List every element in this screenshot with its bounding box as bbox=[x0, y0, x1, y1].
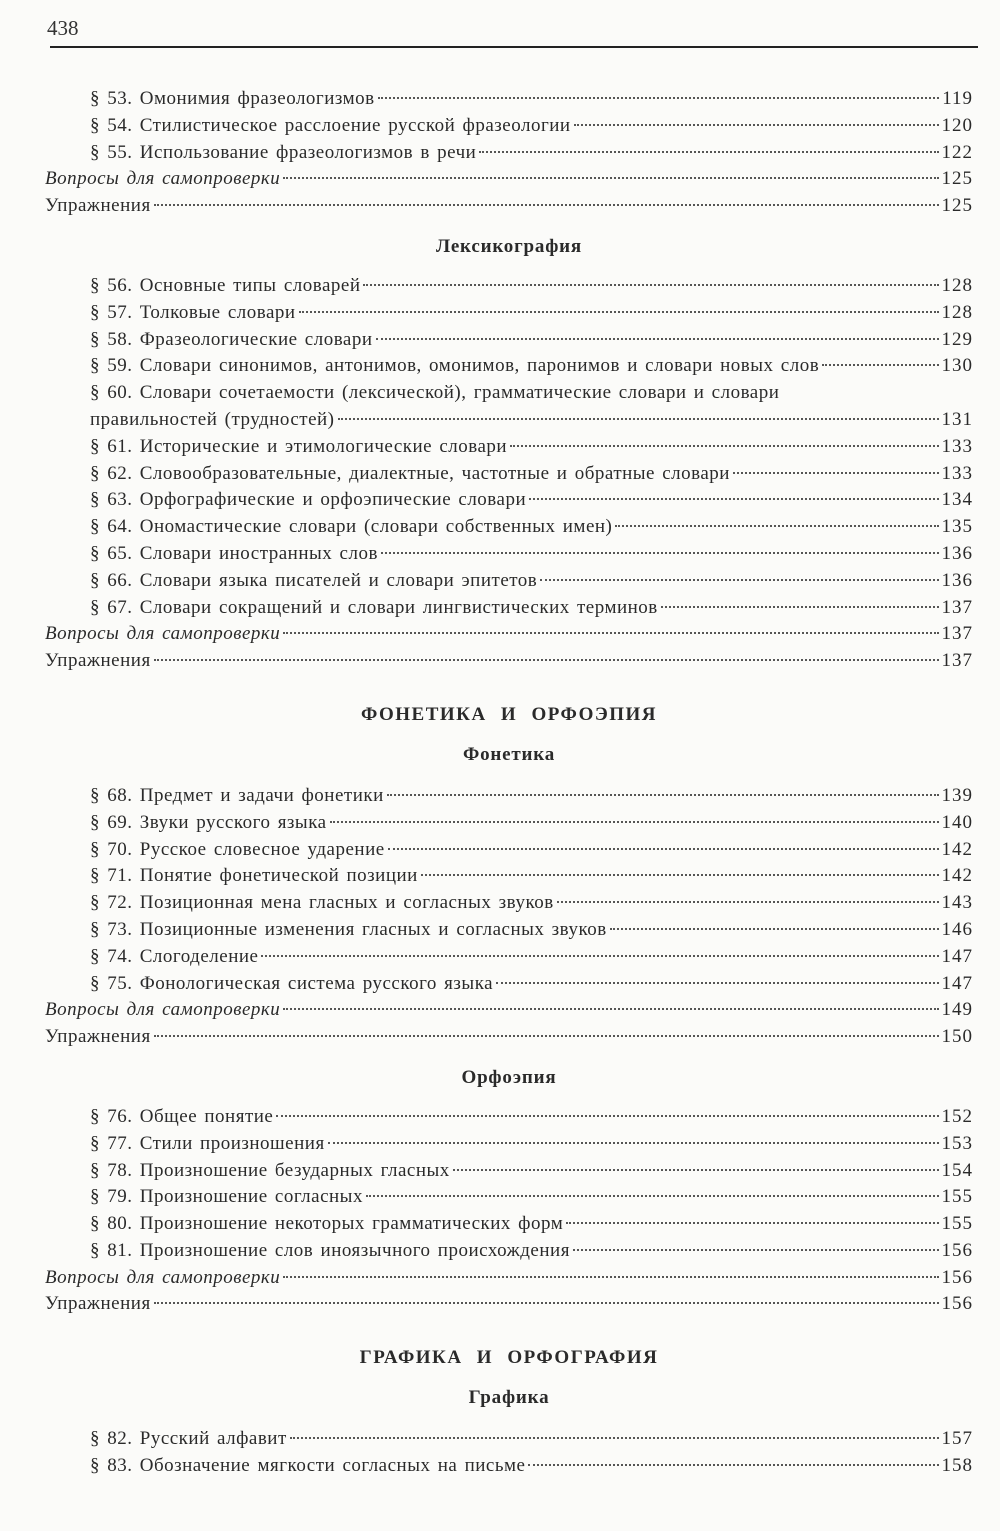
entry-title: Предмет и задачи фонетики bbox=[139, 784, 384, 806]
entry-title: Стили произношения bbox=[139, 1132, 325, 1154]
entry-title: Фонологическая система русского языка bbox=[139, 972, 494, 994]
entry-number: § 58. bbox=[90, 328, 133, 350]
entry-page-number: 147 bbox=[941, 945, 973, 967]
toc-entry[interactable] bbox=[45, 621, 973, 648]
entry-page-number: 125 bbox=[941, 168, 973, 190]
entry-title: Ономастические словари (словари собственных имен) bbox=[139, 516, 613, 538]
entry-title: Исторические и этимологические словари bbox=[139, 435, 508, 457]
toc-entry[interactable] bbox=[45, 971, 973, 998]
entry-number: § 79. bbox=[90, 1186, 133, 1208]
dot-leader bbox=[574, 124, 939, 126]
dot-leader bbox=[261, 955, 938, 957]
toc-entry[interactable] bbox=[45, 166, 973, 193]
entry-page-number: 128 bbox=[941, 301, 973, 323]
dot-leader bbox=[573, 1249, 939, 1251]
toc-entry[interactable] bbox=[45, 327, 973, 354]
entry-number: § 65. bbox=[90, 542, 133, 564]
entry-page-number: 135 bbox=[941, 516, 973, 538]
entry-page-number: 134 bbox=[941, 489, 973, 511]
entry-page-number: 133 bbox=[941, 462, 973, 484]
dot-leader bbox=[610, 928, 939, 930]
toc-entry[interactable] bbox=[45, 1158, 973, 1185]
dot-leader bbox=[378, 97, 940, 99]
toc-entry[interactable] bbox=[45, 595, 973, 622]
entry-page-number: 137 bbox=[941, 596, 973, 618]
entry-number: § 66. bbox=[90, 569, 133, 591]
toc-entry[interactable] bbox=[45, 487, 973, 514]
entry-page-number: 120 bbox=[941, 114, 973, 136]
entry-number: § 76. bbox=[90, 1105, 133, 1127]
entry-title: Упражнения bbox=[45, 650, 151, 672]
dot-leader bbox=[276, 1115, 938, 1117]
dot-leader bbox=[661, 606, 939, 608]
entry-number: § 82. bbox=[90, 1428, 133, 1450]
entry-page-number: 139 bbox=[941, 784, 973, 806]
dot-leader bbox=[529, 498, 938, 500]
entry-number: § 70. bbox=[90, 838, 133, 860]
entry-number: § 68. bbox=[90, 784, 133, 806]
entry-number: § 75. bbox=[90, 972, 133, 994]
entry-number: § 78. bbox=[90, 1159, 133, 1181]
entry-number: § 69. bbox=[90, 811, 133, 833]
toc-entry[interactable] bbox=[45, 113, 973, 140]
dot-leader bbox=[366, 1195, 939, 1197]
entry-title: Русский алфавит bbox=[139, 1428, 287, 1450]
toc-entry[interactable] bbox=[45, 810, 973, 837]
toc-entry[interactable] bbox=[45, 1131, 973, 1158]
entry-title: Слогоделение bbox=[139, 945, 259, 967]
toc-entry[interactable] bbox=[45, 380, 973, 407]
entry-title: Вопросы для самопроверки bbox=[45, 623, 281, 645]
entry-title: Русское словесное ударение bbox=[139, 838, 385, 860]
entry-number: § 77. bbox=[90, 1132, 133, 1154]
toc-entry[interactable] bbox=[45, 1024, 973, 1051]
section-heading: Графика bbox=[468, 1387, 550, 1409]
entry-title: Произношение безударных гласных bbox=[139, 1159, 450, 1181]
entry-number: § 57. bbox=[90, 301, 133, 323]
section-heading: Лексикография bbox=[436, 235, 582, 257]
entry-title: Толковые словари bbox=[139, 301, 296, 323]
dot-leader bbox=[154, 204, 939, 206]
entry-page-number: 129 bbox=[941, 328, 973, 350]
entry-title: Словари языка писателей и словари эпитетов bbox=[139, 569, 538, 591]
table-of-contents bbox=[45, 86, 973, 1480]
toc-entry[interactable] bbox=[45, 541, 973, 568]
entry-title: Упражнения bbox=[45, 1293, 151, 1315]
toc-entry[interactable] bbox=[45, 193, 973, 220]
entry-title: Использование фразеологизмов в речи bbox=[139, 141, 477, 163]
entry-number: § 64. bbox=[90, 516, 133, 538]
entry-title: Вопросы для самопроверки bbox=[45, 168, 281, 190]
toc-entry[interactable] bbox=[45, 434, 973, 461]
entry-page-number: 154 bbox=[941, 1159, 973, 1181]
entry-title: Упражнения bbox=[45, 195, 151, 217]
entry-title: Словари сокращений и словари лингвистических терминов bbox=[139, 596, 658, 618]
entry-page-number: 155 bbox=[941, 1213, 973, 1235]
dot-leader bbox=[283, 1276, 938, 1278]
entry-page-number: 122 bbox=[941, 141, 973, 163]
entry-number: § 81. bbox=[90, 1239, 133, 1261]
dot-leader bbox=[388, 848, 939, 850]
entry-title: Произношение некоторых грамматических форм bbox=[139, 1213, 564, 1235]
entry-page-number: 119 bbox=[942, 88, 973, 109]
toc-entry[interactable] bbox=[45, 353, 973, 380]
entry-title: Словари сочетаемости (лексической), грамматические словари и словари bbox=[139, 382, 780, 404]
dot-leader bbox=[283, 177, 938, 179]
entry-page-number: 143 bbox=[941, 892, 973, 914]
toc-entry[interactable] bbox=[45, 1104, 973, 1131]
entry-number: § 53. bbox=[90, 88, 133, 109]
entry-page-number: 137 bbox=[941, 623, 973, 645]
entry-page-number: 152 bbox=[941, 1105, 973, 1127]
header-rule bbox=[50, 46, 978, 48]
entry-number: § 67. bbox=[90, 596, 133, 618]
toc-entry[interactable] bbox=[45, 514, 973, 541]
dot-leader bbox=[328, 1142, 939, 1144]
entry-title-continuation: правильностей (трудностей) bbox=[90, 408, 335, 430]
entry-page-number: 156 bbox=[941, 1239, 973, 1261]
page-number: 438 bbox=[47, 16, 79, 40]
entry-page-number: 131 bbox=[941, 408, 973, 430]
dot-leader bbox=[822, 364, 938, 366]
section-heading: Фонетика bbox=[462, 743, 556, 765]
toc-entry[interactable] bbox=[45, 1291, 973, 1318]
dot-leader bbox=[363, 284, 938, 286]
entry-page-number: 128 bbox=[941, 274, 973, 296]
entry-title: Словари синонимов, антонимов, омонимов, паронимов и словари новых слов bbox=[139, 355, 820, 377]
part-heading: ГРАФИКА И ОРФОГРАФИЯ bbox=[359, 1347, 659, 1369]
entry-title: Основные типы словарей bbox=[139, 274, 361, 296]
dot-leader bbox=[299, 311, 939, 313]
dot-leader bbox=[154, 1302, 939, 1304]
dot-leader bbox=[338, 418, 939, 420]
entry-title: Орфографические и орфоэпические словари bbox=[139, 489, 527, 511]
toc-entry[interactable] bbox=[45, 1238, 973, 1265]
toc-entry-continuation[interactable] bbox=[45, 407, 973, 434]
entry-title: Обозначение мягкости согласных на письме bbox=[139, 1455, 526, 1477]
toc-entry[interactable] bbox=[45, 890, 973, 917]
entry-title: Позиционная мена гласных и согласных звуков bbox=[139, 892, 554, 914]
entry-title: Понятие фонетической позиции bbox=[139, 865, 418, 887]
dot-leader bbox=[510, 445, 938, 447]
entry-number: § 60. bbox=[90, 382, 133, 404]
toc-entry[interactable] bbox=[45, 837, 973, 864]
entry-page-number: 147 bbox=[941, 972, 973, 994]
entry-title: Общее понятие bbox=[139, 1105, 274, 1127]
toc-entry[interactable] bbox=[45, 140, 973, 167]
entry-title: Словообразовательные, диалектные, частотные и обратные словари bbox=[139, 462, 730, 484]
entry-page-number: 130 bbox=[941, 355, 973, 377]
part-heading: ФОНЕТИКА И ОРФОЭПИЯ bbox=[360, 703, 658, 725]
dot-leader bbox=[381, 552, 939, 554]
dot-leader bbox=[496, 982, 938, 984]
toc-entry[interactable] bbox=[45, 300, 973, 327]
dot-leader bbox=[387, 794, 939, 796]
entry-page-number: 150 bbox=[941, 1026, 973, 1048]
entry-page-number: 155 bbox=[941, 1186, 973, 1208]
entry-title: Вопросы для самопроверки bbox=[45, 999, 281, 1021]
toc-entry[interactable] bbox=[45, 1184, 973, 1211]
entry-number: § 56. bbox=[90, 274, 133, 296]
entry-page-number: 133 bbox=[941, 435, 973, 457]
entry-number: § 55. bbox=[90, 141, 133, 163]
dot-leader bbox=[376, 338, 939, 340]
dot-leader bbox=[566, 1222, 938, 1224]
entry-title: Звуки русского языка bbox=[139, 811, 327, 833]
dot-leader bbox=[557, 901, 939, 903]
toc-entry[interactable] bbox=[45, 273, 973, 300]
toc-entry[interactable] bbox=[45, 944, 973, 971]
entry-title: Упражнения bbox=[45, 1026, 151, 1048]
entry-page-number: 146 bbox=[941, 918, 973, 940]
entry-number: § 83. bbox=[90, 1455, 133, 1477]
toc-entry[interactable] bbox=[45, 648, 973, 675]
dot-leader bbox=[421, 874, 939, 876]
entry-page-number: 137 bbox=[941, 650, 973, 672]
entry-page-number: 156 bbox=[941, 1293, 973, 1315]
dot-leader bbox=[453, 1169, 939, 1171]
entry-page-number: 136 bbox=[941, 542, 973, 564]
toc-entry[interactable] bbox=[45, 997, 973, 1024]
entry-page-number: 157 bbox=[941, 1428, 973, 1450]
toc-entry[interactable] bbox=[45, 1211, 973, 1238]
toc-entry[interactable] bbox=[45, 917, 973, 944]
entry-page-number: 156 bbox=[941, 1266, 973, 1288]
entry-number: § 59. bbox=[90, 355, 133, 377]
entry-page-number: 142 bbox=[941, 865, 973, 887]
section-heading: Орфоэпия bbox=[461, 1066, 557, 1088]
entry-number: § 73. bbox=[90, 918, 133, 940]
dot-leader bbox=[154, 1035, 939, 1037]
entry-title: Стилистическое расслоение русской фразеологии bbox=[139, 114, 571, 136]
toc-entry[interactable] bbox=[45, 568, 973, 595]
dot-leader bbox=[615, 525, 938, 527]
dot-leader bbox=[330, 821, 939, 823]
entry-number: § 54. bbox=[90, 114, 133, 136]
entry-title: Омонимия фразеологизмов bbox=[139, 88, 375, 109]
dot-leader bbox=[283, 1008, 938, 1010]
toc-entry[interactable] bbox=[45, 863, 973, 890]
entry-number: § 80. bbox=[90, 1213, 133, 1235]
entry-number: § 72. bbox=[90, 892, 133, 914]
toc-entry[interactable] bbox=[45, 1453, 973, 1480]
entry-page-number: 158 bbox=[941, 1455, 973, 1477]
toc-entry[interactable] bbox=[45, 461, 973, 488]
entry-title: Произношение согласных bbox=[139, 1186, 363, 1208]
dot-leader bbox=[283, 632, 938, 634]
toc-entry[interactable] bbox=[45, 1426, 973, 1453]
entry-page-number: 142 bbox=[941, 838, 973, 860]
entry-title: Произношение слов иноязычного происхождения bbox=[139, 1239, 570, 1261]
dot-leader bbox=[733, 472, 939, 474]
toc-entry[interactable] bbox=[45, 86, 973, 113]
dot-leader bbox=[479, 151, 938, 153]
entry-page-number: 149 bbox=[941, 999, 973, 1021]
entry-number: § 74. bbox=[90, 945, 133, 967]
entry-title: Словари иностранных слов bbox=[139, 542, 378, 564]
entry-title: Вопросы для самопроверки bbox=[45, 1266, 281, 1288]
entry-page-number: 153 bbox=[941, 1132, 973, 1154]
dot-leader bbox=[154, 659, 939, 661]
entry-page-number: 136 bbox=[941, 569, 973, 591]
entry-title: Позиционные изменения гласных и согласных звуков bbox=[139, 918, 607, 940]
entry-number: § 63. bbox=[90, 489, 133, 511]
entry-title: Фразеологические словари bbox=[139, 328, 373, 350]
toc-entry[interactable] bbox=[45, 783, 973, 810]
dot-leader bbox=[290, 1437, 939, 1439]
toc-entry[interactable] bbox=[45, 1265, 973, 1292]
dot-leader bbox=[540, 579, 938, 581]
entry-page-number: 140 bbox=[941, 811, 973, 833]
entry-page-number: 125 bbox=[941, 195, 973, 217]
entry-number: § 61. bbox=[90, 435, 133, 457]
dot-leader bbox=[528, 1464, 938, 1466]
entry-number: § 62. bbox=[90, 462, 133, 484]
entry-number: § 71. bbox=[90, 865, 133, 887]
